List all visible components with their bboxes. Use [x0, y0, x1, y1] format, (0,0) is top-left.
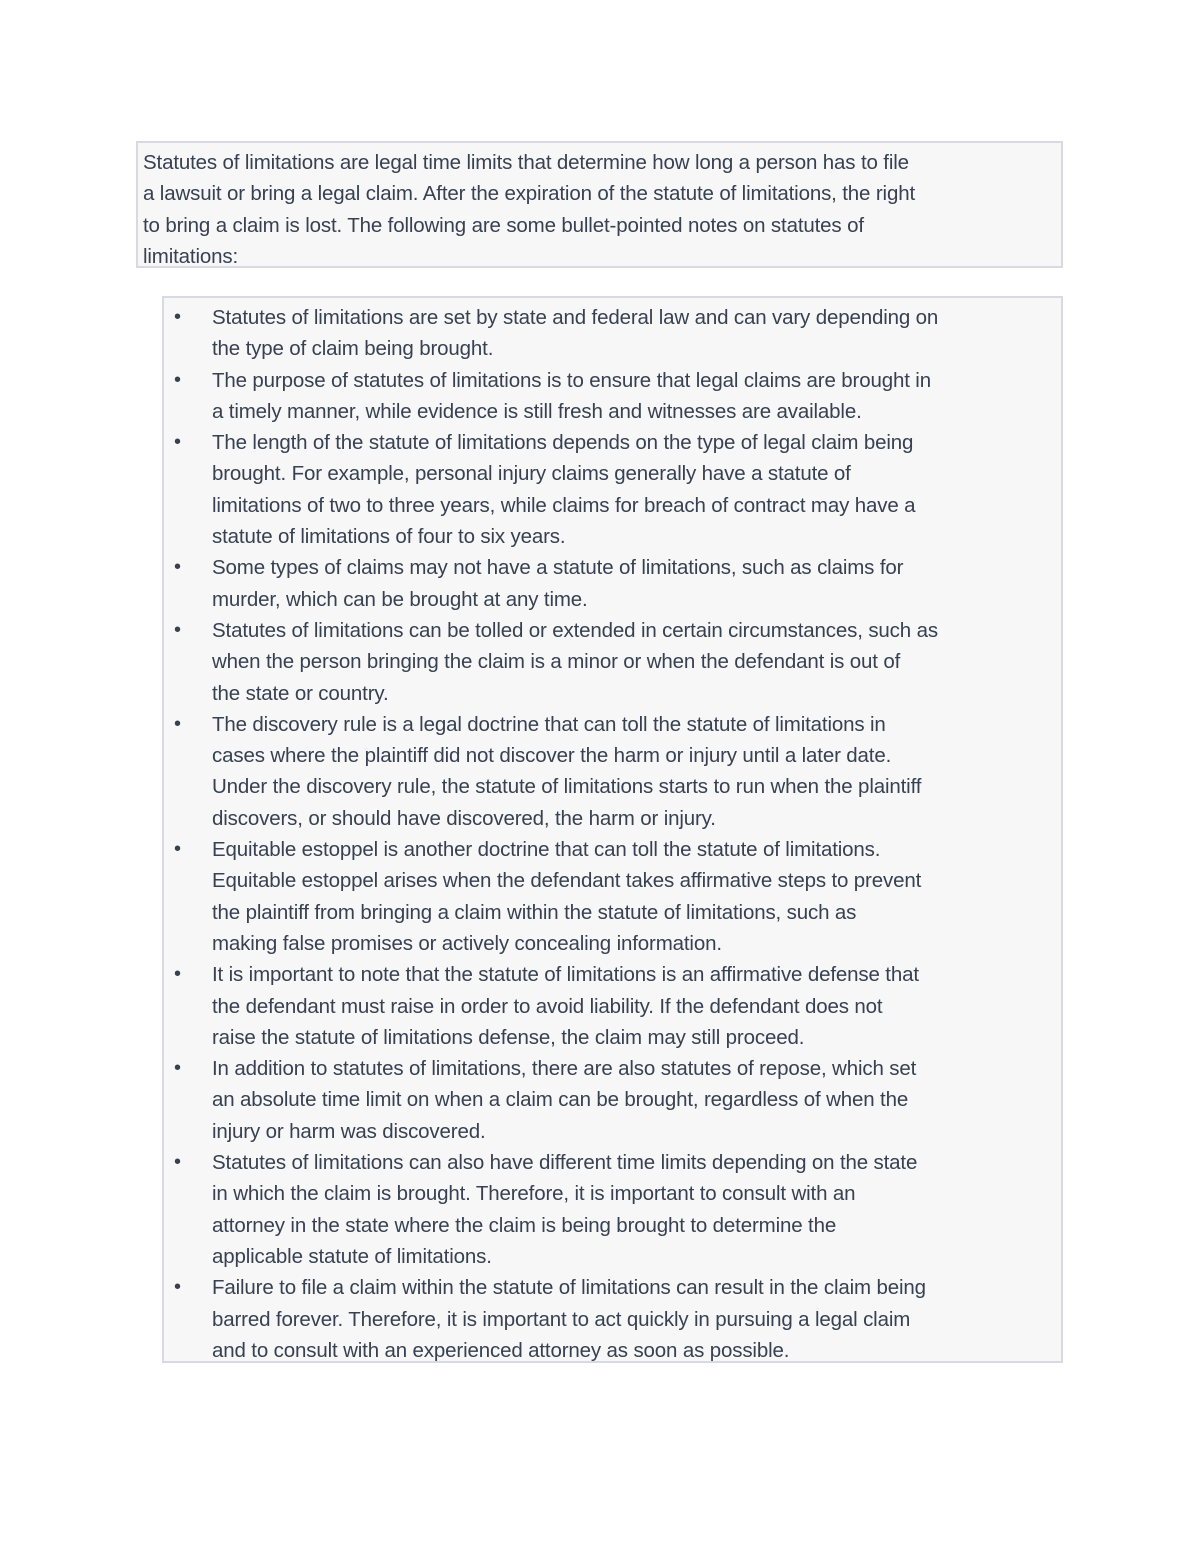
- list-item-line: barred forever. Therefore, it is important to act quickly in pursuing a legal claim: [212, 1307, 911, 1331]
- list-item-line: Some types of claims may not have a statute of limitations, such as claims for: [212, 556, 904, 580]
- bullet-icon: •: [174, 368, 182, 391]
- list-item: [164, 1272, 1061, 1366]
- bullet-icon: •: [174, 838, 182, 861]
- list-item-line: making false promises or actively concealing information.: [212, 931, 722, 955]
- list-item-line: Under the discovery rule, the statute of limitations starts to run when the plaintiff: [212, 775, 922, 799]
- list-item-line: Equitable estoppel arises when the defendant takes affirmative steps to prevent: [212, 869, 922, 893]
- list-item-line: in which the claim is brought. Therefore, it is important to consult with an: [212, 1182, 856, 1206]
- bullet-icon: •: [174, 1151, 182, 1174]
- list-item-line: Statutes of limitations can also have different time limits depending on the state: [212, 1151, 918, 1175]
- list-item-line: In addition to statutes of limitations, there are also statutes of repose, which set: [212, 1057, 917, 1081]
- list-item-line: Statutes of limitations can be tolled or extended in certain circumstances, such as: [212, 618, 938, 642]
- list-item-line: murder, which can be brought at any time.: [212, 587, 588, 611]
- list-item: [164, 427, 1061, 552]
- list-item-line: attorney in the state where the claim is being brought to determine the: [212, 1213, 837, 1237]
- bullet-list: [162, 296, 1063, 1363]
- intro-paragraph: [136, 141, 1063, 268]
- list-item-line: an absolute time limit on when a claim can be brought, regardless of when the: [212, 1088, 909, 1112]
- list-item-line: when the person bringing the claim is a minor or when the defendant is out of: [212, 650, 901, 674]
- list-item-line: and to consult with an experienced attorney as soon as possible.: [212, 1338, 790, 1362]
- list-item-line: The purpose of statutes of limitations is to ensure that legal claims are brought in: [212, 368, 931, 392]
- list-item-line: brought. For example, personal injury claims generally have a statute of: [212, 462, 851, 486]
- list-item-line: raise the statute of limitations defense, the claim may still proceed.: [212, 1025, 805, 1049]
- list-item-line: the plaintiff from bringing a claim within the statute of limitations, such as: [212, 900, 857, 924]
- intro-line: a lawsuit or bring a legal claim. After the expiration of the statute of limitations, the right: [143, 182, 915, 206]
- list-item: [164, 1053, 1061, 1147]
- list-item-line: Failure to file a claim within the statute of limitations can result in the claim being: [212, 1276, 926, 1300]
- bullet-icon: •: [174, 712, 182, 735]
- list-item: [164, 959, 1061, 1053]
- list-item-line: the state or country.: [212, 681, 389, 705]
- list-item: [164, 365, 1061, 428]
- list-item-line: injury or harm was discovered.: [212, 1119, 486, 1143]
- list-item: [164, 552, 1061, 615]
- intro-line: limitations:: [143, 244, 239, 268]
- list-item-line: cases where the plaintiff did not discover the harm or injury until a later date.: [212, 744, 892, 768]
- list-item: [164, 834, 1061, 959]
- list-item-line: statute of limitations of four to six years.: [212, 525, 566, 549]
- bullet-icon: •: [174, 556, 182, 579]
- list-item-line: The length of the statute of limitations depends on the type of legal claim being: [212, 431, 914, 455]
- bullet-icon: •: [174, 618, 182, 641]
- intro-line: Statutes of limitations are legal time limits that determine how long a person has to file: [143, 151, 909, 174]
- list-item-line: a timely manner, while evidence is still fresh and witnesses are available.: [212, 399, 862, 423]
- bullet-icon: •: [174, 1276, 182, 1299]
- list-item: [164, 709, 1061, 834]
- bullet-icon: •: [174, 306, 182, 328]
- list-item-line: applicable statute of limitations.: [212, 1244, 492, 1268]
- list-item-line: discovers, or should have discovered, the harm or injury.: [212, 806, 716, 830]
- bullet-icon: •: [174, 431, 182, 454]
- list-item-line: limitations of two to three years, while claims for breach of contract may have a: [212, 493, 916, 517]
- list-item: [164, 1147, 1061, 1272]
- list-item-line: the type of claim being brought.: [212, 337, 494, 361]
- list-item-line: Statutes of limitations are set by state and federal law and can vary depending on: [212, 306, 939, 329]
- list-item-line: The discovery rule is a legal doctrine that can toll the statute of limitations in: [212, 712, 886, 736]
- list-item-line: the defendant must raise in order to avoid liability. If the defendant does not: [212, 994, 883, 1018]
- bullet-icon: •: [174, 1057, 182, 1080]
- list-item: [164, 302, 1061, 365]
- list-item: [164, 615, 1061, 709]
- bullet-icon: •: [174, 963, 182, 986]
- intro-line: to bring a claim is lost. The following are some bullet-pointed notes on statutes of: [143, 213, 864, 237]
- list-item-line: It is important to note that the statute of limitations is an affirmative defense that: [212, 963, 919, 987]
- list-item-line: Equitable estoppel is another doctrine that can toll the statute of limitations.: [212, 838, 881, 862]
